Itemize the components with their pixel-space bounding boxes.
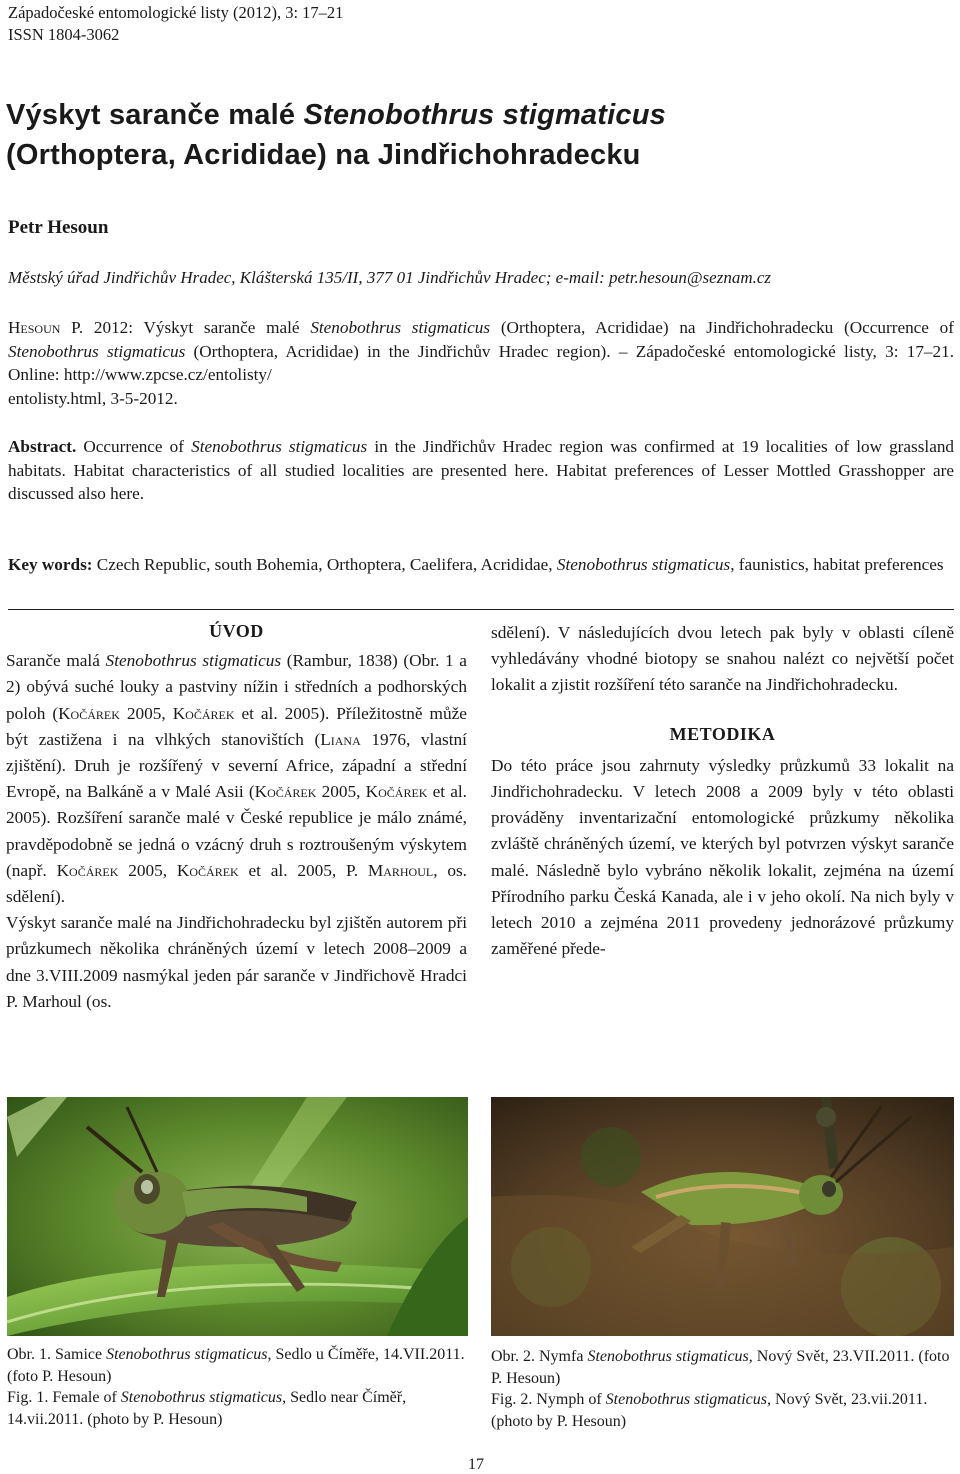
title-species: Stenobothrus stigmaticus <box>303 99 666 131</box>
metodika-paragraph-1: Do této práce jsou zahrnuty výsledky průzkumů 33 lokalit na Jindřichohradecku. V letech 2008 a 2009 byly v této oblasti prováděny inventarizační entomologické průzkumy několika zvláště chráněných území, ve kterých byl potvrzen výskyt saranče malé. Následně bylo vybráno několik lokalit, zejména na území Přírodního parku Česká Kanada, ale i v jeho okolí. Na nich byly v letech 2010 a zejména 2011 provedeny jednorázové průzkumy zaměřené přede- <box>491 755 954 959</box>
citation-text-2: (Orthoptera, Acrididae) na Jindřichohradecku (Occurrence of <box>490 318 954 337</box>
journal-line: Západočeské entomologické listy (2012), 3: 17–21 <box>8 3 344 22</box>
figure-2-caption <box>491 1346 954 1432</box>
citation-species-2: Stenobothrus stigmaticus <box>8 341 186 361</box>
abstract-label: Abstract. <box>8 437 77 456</box>
abstract-text-2: in the Jindřichův Hradec region was confirmed at 19 localities of low grassland habitats. Habitat characteristics of all studied localities are presented here. Habitat preferences of Lesser Mottled Grasshopper are discussed also here. <box>8 437 955 503</box>
figure-2-caption-cz: Obr. 2. Nymfa Stenobothrus stigmaticus, Nový Svět, 23.VII.2011. (foto P. Hesoun) <box>491 1348 950 1387</box>
uvod-paragraph-1: Saranče malá Stenobothrus stigmaticus (Rambur, 1838) (Obr. 1 a 2) obývá suché louky a pastviny nížin i středních a podhorských poloh (Kočárek 2005, Kočárek et al. 2005). Příležitostně může být zastižena i na vlhkých stanovištích (Liana 1976, vlastní zjištění). Druh je rozšířený v severní Africe, západní a střední Evropě, na Balkáně a v Malé Asii (Kočárek 2005, Kočárek et al. 2005). Rozšíření saranče malé v České republice je málo známé, pravděpodobně se jedná o vzácný druh s roztroušeným výskytem (např. Kočárek 2005, Kočárek et al. 2005, P. Marhoul, os. sdělení). <box>6 651 468 907</box>
abstract-block <box>8 435 954 506</box>
citation-species-1: Stenobothrus stigmaticus <box>310 318 491 337</box>
citation-text-1: 2012: Výskyt saranče malé <box>83 318 311 337</box>
keywords-block <box>8 553 954 577</box>
figure-1-photo <box>7 1097 468 1336</box>
section-divider <box>8 609 954 610</box>
right-column <box>491 620 954 962</box>
uvod-heading: ÚVOD <box>209 621 264 641</box>
left-column <box>6 618 467 1015</box>
keywords-species: Stenobothrus stigmaticus <box>556 555 731 574</box>
uvod-paragraph-continued: sdělení). V následujících dvou letech pak byly v oblasti cíleně vyhledávány vhodné biotopy se snahou nalézt co největší počet lokalit a zjistit rozšíření této saranče na Jindřichohradecku. <box>491 623 954 695</box>
issn-line: ISSN 1804-3062 <box>8 25 120 44</box>
figure-2-caption-en: Fig. 2. Nymph of Stenobothrus stigmaticus, Nový Svět, 23.vii.2011. (photo by P. Hesoun) <box>491 1391 928 1430</box>
keywords-label: Key words: <box>8 555 93 574</box>
running-head <box>8 2 343 46</box>
page-number: 17 <box>468 1456 484 1473</box>
article-title <box>6 95 666 175</box>
abstract-text-1: Occurrence of <box>76 437 192 456</box>
author-affiliation: Městský úřad Jindřichův Hradec, Klášterská 135/II, 377 01 Jindřichův Hradec; e-mail: petr.hesoun@seznam.cz <box>8 268 772 287</box>
title-text-2: (Orthoptera, Acrididae) na Jindřichohradecku <box>6 139 641 171</box>
grasshopper-nymph-image <box>491 1097 954 1336</box>
citation-author: Hesoun P. <box>8 318 84 337</box>
metodika-heading: METODIKA <box>669 723 776 744</box>
citation-text-3: (Orthoptera, Acrididae) in the Jindřichův Hradec region). – Západočeské entomologické listy, 3: 17–21. Online: http://www.zpcse.cz/entolisty/ <box>8 341 955 384</box>
grasshopper-female-image <box>7 1097 468 1336</box>
keywords-text-2: , faunistics, habitat preferences <box>730 555 944 574</box>
figure-2-photo <box>491 1097 954 1336</box>
uvod-paragraph-2: Výskyt saranče malé na Jindřichohradecku byl zjištěn autorem při průzkumech několika chráněných území v letech 2008–2009 a dne 3.VIII.2009 nasmýkal jeden pár saranče v Jindřichově Hradci P. Marhoul (os. <box>6 913 467 1011</box>
citation-text-4: entolisty.html, 3-5-2012. <box>8 388 178 408</box>
figure-1-caption <box>7 1344 468 1430</box>
keywords-text-1: Czech Republic, south Bohemia, Orthoptera, Caelifera, Acrididae, <box>92 555 557 574</box>
figure-1-caption-en: Fig. 1. Female of Stenobothrus stigmaticus, Sedlo near Číměř, 14.vii.2011. (photo by P. Hesoun) <box>7 1389 407 1428</box>
title-text-1: Výskyt saranče malé <box>6 99 304 131</box>
author-name: Petr Hesoun <box>8 217 109 238</box>
citation-block <box>8 316 954 410</box>
figure-1-caption-cz: Obr. 1. Samice Stenobothrus stigmaticus, Sedlo u Číměře, 14.VII.2011. (foto P. Hesoun) <box>7 1346 465 1385</box>
abstract-species: Stenobothrus stigmaticus <box>191 437 368 456</box>
